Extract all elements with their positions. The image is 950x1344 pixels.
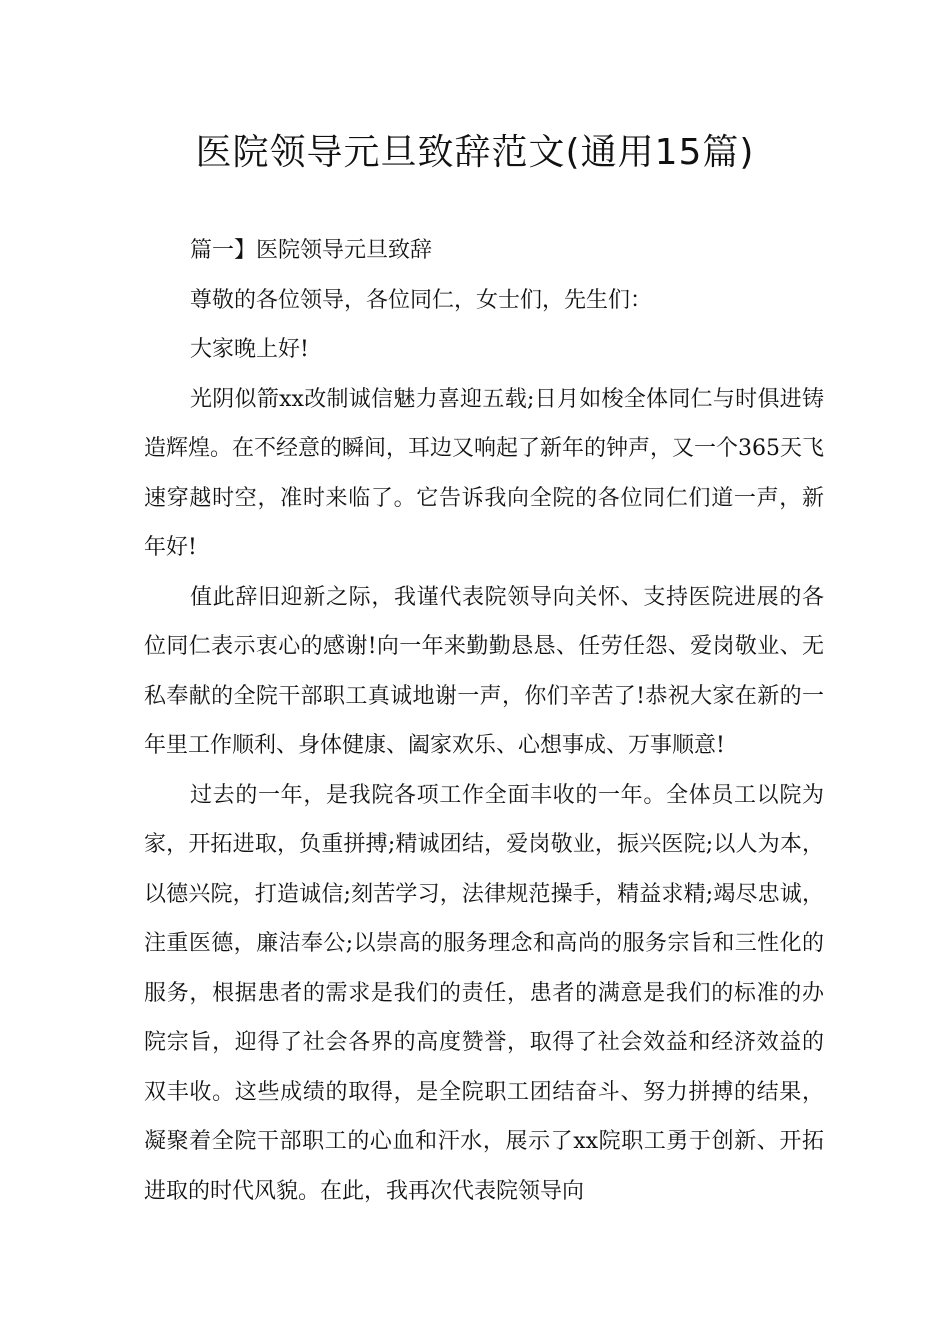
greeting: 大家晚上好! [190, 337, 309, 362]
body-paragraph: 值此辞旧迎新之际，我谨代表院领导向关怀、支持医院进展的各位同仁表示衷心的感谢!向一年来勤勤恳恳、任劳任怨、爱岗敬业、无私奉献的全院干部职工真诚地谢一声，你们辛苦了!恭祝大家在新的一年里工作顺利、身体健康、阖家欢乐、心想事成、万事顺意! [144, 584, 824, 758]
salutation: 尊敬的各位领导，各位同仁，女士们，先生们： [190, 287, 653, 313]
body-paragraph: 过去的一年，是我院各项工作全面丰收的一年。全体员工以院为家，开拓进取，负重拼搏;精诚团结，爱岗敬业，振兴医院;以人为本，以德兴院，打造诚信;刻苦学习，法律规范操手，精益求精;竭尽忠诚，注重医德，廉洁奉公;以崇高的服务理念和高尚的服务宗旨和三性化的服务，根据患者的需求是我们的责任，患者的满意是我们的标准的办院宗旨，迎得了社会各界的高度赞誉，取得了社会效益和经济效益的双丰收。这些成绩的取得，是全院职工团结奋斗、努力拼搏的结果，凝聚着全院干部职工的心血和汗水，展示了xx院职工勇于创新、开拓进取的时代风貌。在此，我再次代表院领导向 [144, 782, 824, 1204]
document-body [144, 226, 824, 1216]
section-heading: 篇一】医院领导元旦致辞 [190, 238, 433, 263]
body-paragraph: 光阴似箭xx改制诚信魅力喜迎五载;日月如梭全体同仁与时俱进铸造辉煌。在不经意的瞬间，耳边又响起了新年的钟声，又一个365天飞速穿越时空，准时来临了。它告诉我向全院的各位同仁们道一声，新年好! [144, 386, 824, 560]
document-title: 医院领导元旦致辞范文(通用15篇) [195, 132, 755, 173]
